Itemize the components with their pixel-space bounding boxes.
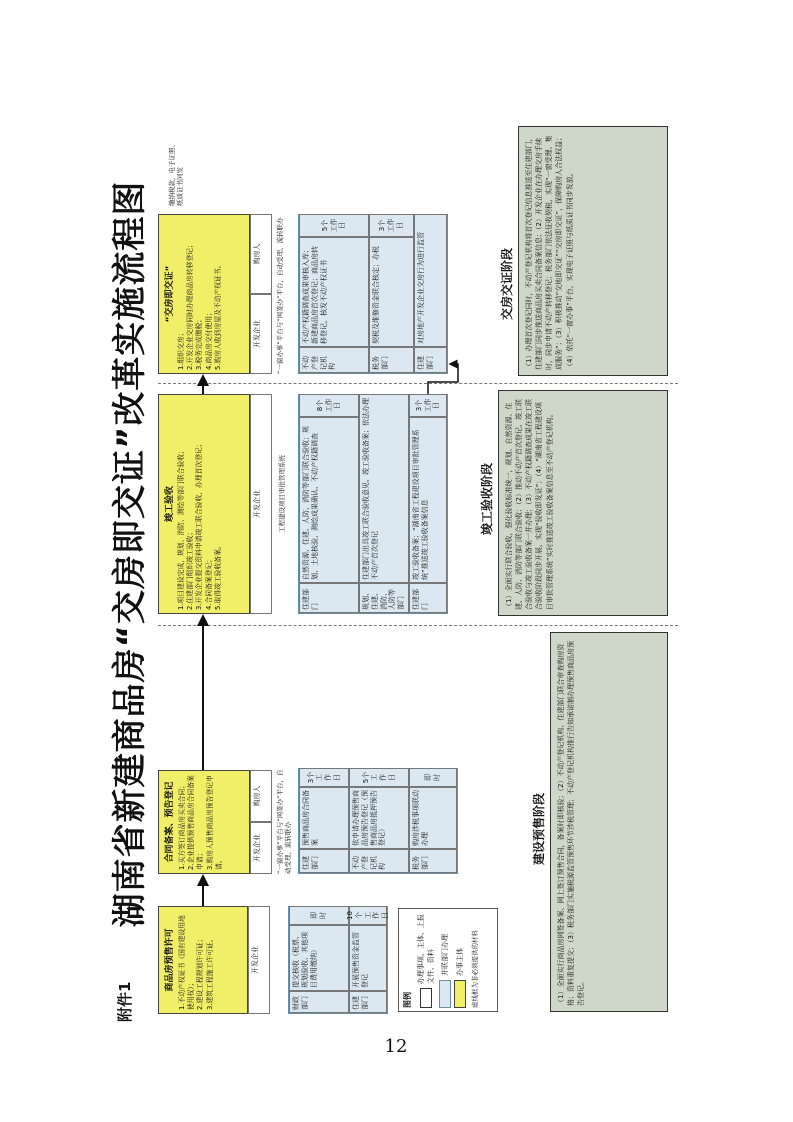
handover-side-b: 购房人 [250, 214, 272, 294]
handover-row-dept: 住建部门 [414, 347, 447, 373]
handover-item: 1.组织交房； [177, 329, 185, 370]
contract-row-text: 依申请办理预售商品房预告登记（预售商品房抵押预告登记） [349, 787, 409, 849]
presale-row-days: 10个工作日 [349, 906, 387, 925]
presale-row-dept: 财政部门 [289, 991, 349, 1013]
completion-row-dept: 住建部门 [299, 583, 359, 613]
stage-label-presale: 建设预售阶段 [532, 793, 546, 866]
handover-item: 2.开发企业交房同时办理商品房转移登记； [186, 241, 195, 370]
presale-row-days: 即时 [289, 906, 349, 925]
contract-side-a: 开发企业 [250, 822, 272, 874]
arrow-completion-to-handover-rows [428, 364, 458, 394]
appendix-label: 附件1 [116, 981, 134, 1022]
contract-row-text: 购房涉税事项联动办理 [409, 787, 457, 849]
completion-title: 竣工验收 [165, 486, 175, 523]
completion-item: 1.项目建设完成，规划、消防、测绘等部门联合验收； [177, 447, 185, 610]
legend-item-3: 办事主体 [456, 948, 464, 976]
contract-item: 2.企业提供预售商品房合同备案申请； [187, 775, 205, 870]
presale-permit-title: 商品房预售许可 [165, 928, 175, 992]
completion-row-text: 住建部门出具竣工联合验收意见、竣工验收备案；依法办理不动产首次登记 [359, 394, 409, 583]
contract-note: “一窗办事”平台与“网签办”平台，自动受理、流转联办 [276, 769, 293, 874]
handover-note: “一窗办事”平台与“网签办”平台，自动受理、流转联办 [276, 217, 284, 374]
legend-title: 图例 [403, 992, 412, 1008]
rotated-flowchart-sheet [98, 110, 695, 1024]
completion-row-text: 竣工验收备案；“湖南省工程建设项目审批管理系统”推送竣工验收备案信息 [409, 417, 447, 583]
legend-item-2: 并联部门办理 [441, 934, 449, 976]
completion-item: 3.开发企业提交资料申请竣工联合验收，办理首次登记； [195, 440, 204, 610]
completion-item: 5.取得竣工验收备案。 [213, 542, 222, 610]
contract-item: 1.买方签订商品房买卖合同； [178, 781, 186, 870]
completion-mid-note: 工程建设项目审批管理系统 [278, 455, 286, 533]
presale-gray-box: （1）全面实行商品房网签备案、网上签订预售合同，备案时即核验；（2）不动产登记机构、住建部门联合审查购房资格；资料重复提交；（3）税务部门实施税源监管预售环节涉税管理；不动产登记机构推行告知承诺制办理预售商品房预告登记。 [550, 632, 668, 1012]
presale-row-text: 开展预售资金监管登记 [349, 925, 387, 991]
handover-row-text: 对房地产开发企业交房行为进行监管 [414, 214, 447, 347]
completion-gray-box: （1）全面实行联合验收，强化验收标准统一，规划、自然资源、住建、人防、消防等部门联合验收；（2）推动不动产首次登记、竣工联合验收与竣工验收备案一并办理；（3）不动产权籍调查成果在竣工联合验收阶段同步开展，实现“验收即发证”；（4）“湖南省工程建设项目审批管理系统”实时推送竣工验收备案信息至不动产登记机构。 [498, 390, 668, 616]
contract-row-dept: 税务部门 [409, 849, 457, 873]
handover-right-note: 缴纳税款，电子证照、纸质证书同发 [168, 141, 185, 206]
contract-row-days: 即时 [409, 768, 457, 787]
contract-row-days: 5个工作日 [349, 768, 409, 787]
permit-item: 2.建设工程规划许可证； [196, 935, 205, 1010]
presale-row-text: 提交核收（税票、规划验收、其他项目费用缴纳） [289, 925, 349, 991]
handover-gray-box: （1）办理首次登记同时，不动产登记机构将首次登记信息推送至住建部门，住建部门同步推送商品房买卖合同备案信息；（2）开发企业在办理交房手续时，同步申请不动产转移登记；税务部门依法征收契税，实现“一窗受理、集成服务”；（3）积极推动“交地即交证”“交房即交证”，保障购房人合法权益；（4）依托“一窗办事”平台，实现电子证照与纸质证书同步发放。 [518, 126, 668, 376]
handover-row-text: 不动产权籍调查成果审核入库；新建商品房首次登记；商品房转移登记，核发不动产权证书 [299, 237, 369, 347]
handover-title: “交房即交证” [165, 265, 175, 323]
permit-item: 1.不动产权证书（国有建设用地使用权）； [178, 915, 196, 1010]
contract-side-b: 购房人 [250, 770, 272, 822]
completion-item: 2.住建部门组织竣工验收； [186, 528, 195, 610]
handover-row-text: 契税及维修资金联合核定；办税 [369, 237, 414, 347]
flow-arrows [98, 110, 695, 1024]
completion-item: 4.合同备案登记； [204, 555, 213, 610]
stage-label-handover: 交房交证阶段 [500, 248, 514, 321]
handover-item: 4.商品房交付使用； [204, 309, 213, 370]
completion-row-text: 自然资源、住建、人防、消防等部门联合验收；规划、土地核验、测绘成果确认、不动产权籍调查 [299, 417, 359, 583]
contract-row-dept: 住建部门 [299, 849, 349, 873]
permit-item: 3.建筑工程施工许可证。 [205, 935, 214, 1010]
stage-label-completion: 竣工验收阶段 [480, 463, 494, 536]
presale-permit-side: 开发企业 [248, 906, 270, 1014]
handover-row-days: 3个工作日 [369, 214, 414, 237]
handover-row-dept: 税务部门 [369, 347, 414, 373]
page-title: 湖南省新建商品房“交房即交证”改革实施流程图 [110, 180, 150, 928]
page-number: 12 [384, 1036, 408, 1057]
handover-side-a: 开发企业 [250, 294, 272, 374]
handover-row-dept: 不动产登记机构 [299, 347, 369, 373]
contract-item: 3.购房人预售商品房预告登记申请。 [205, 775, 223, 870]
completion-row-days: 3个工作日 [409, 394, 447, 417]
handover-item: 3.税务完成缴税； [195, 315, 204, 370]
completion-row-dept: 住建部门 [409, 583, 447, 613]
legend-note: 虚线框为非必须提供的材料 [471, 930, 479, 1008]
handover-row-days: 5个工作日 [299, 214, 369, 237]
contract-row-dept: 不动产登记机构 [349, 849, 409, 873]
contract-row-text: 预售商品房合同备案 [299, 787, 349, 849]
completion-side: 开发企业 [250, 394, 272, 614]
completion-row-dept: 规划、住建、消防、人防等部门 [359, 583, 409, 613]
handover-item: 5.购房人收到房屋及不动产权证书。 [213, 261, 222, 370]
legend-item-1: 办理事项、主体、上报文件、资料 [417, 914, 435, 985]
contract-row-days: 3个工作日 [299, 768, 349, 787]
presale-row-dept: 住建部门 [349, 991, 387, 1013]
contract-title: 合同备案、预告登记 [165, 781, 175, 863]
completion-row-days: 8个工作日 [299, 394, 359, 417]
